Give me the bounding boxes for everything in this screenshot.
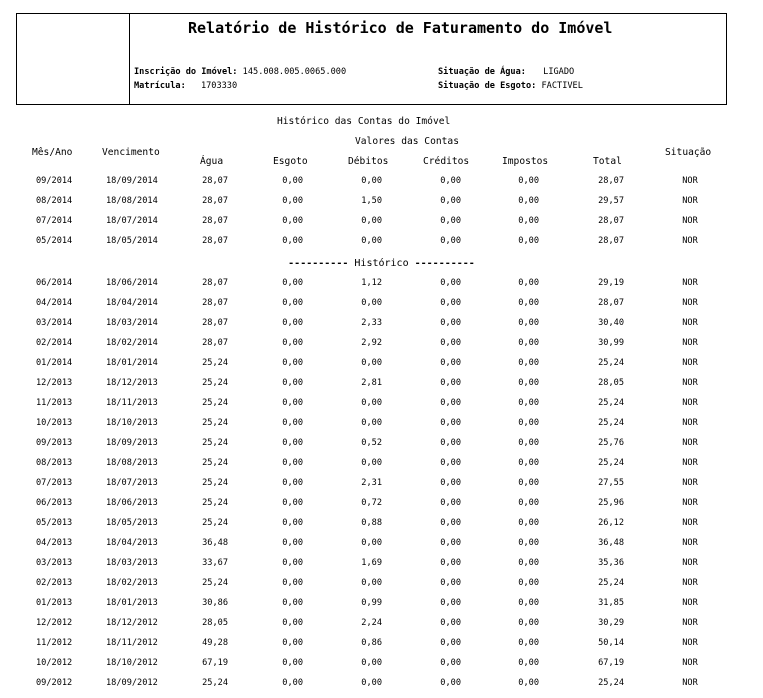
inscricao-value: 145.008.005.0065.000 <box>242 67 347 77</box>
cell-total: 29,57 <box>598 196 624 206</box>
table-row <box>0 398 763 418</box>
cell-impostos: 0,00 <box>518 236 539 246</box>
cell-mes: 10/2012 <box>36 658 73 668</box>
cell-esgoto: 0,00 <box>282 578 303 588</box>
matricula-value: 1703330 <box>200 81 238 91</box>
situacao-esgoto-label: Situação de Esgoto: <box>438 81 537 91</box>
col-header-debitos: Débitos <box>348 156 389 167</box>
cell-mes: 09/2012 <box>36 678 73 688</box>
cell-esgoto: 0,00 <box>282 338 303 348</box>
cell-total: 28,05 <box>598 378 624 388</box>
cell-esgoto: 0,00 <box>282 678 303 688</box>
cell-impostos: 0,00 <box>518 318 539 328</box>
cell-esgoto: 0,00 <box>282 618 303 628</box>
cell-creditos: 0,00 <box>440 318 461 328</box>
cell-creditos: 0,00 <box>440 638 461 648</box>
cell-mes: 08/2014 <box>36 196 73 206</box>
cell-impostos: 0,00 <box>518 398 539 408</box>
table-caption: Histórico das Contas do Imóvel <box>277 116 451 127</box>
cell-esgoto: 0,00 <box>282 378 303 388</box>
cell-total: 35,36 <box>598 558 624 568</box>
cell-mes: 11/2012 <box>36 638 73 648</box>
cell-vencimento: 18/01/2013 <box>106 598 158 608</box>
cell-mes: 03/2014 <box>36 318 73 328</box>
table-row <box>0 538 763 558</box>
cell-vencimento: 18/09/2014 <box>106 176 158 186</box>
cell-creditos: 0,00 <box>440 196 461 206</box>
table-row <box>0 278 763 298</box>
cell-mes: 05/2013 <box>36 518 73 528</box>
cell-vencimento: 18/02/2014 <box>106 338 158 348</box>
cell-impostos: 0,00 <box>518 638 539 648</box>
cell-total: 30,29 <box>598 618 624 628</box>
cell-impostos: 0,00 <box>518 278 539 288</box>
cell-esgoto: 0,00 <box>282 278 303 288</box>
report-title: Relatório de Histórico de Faturamento do Imóvel <box>188 19 613 37</box>
cell-debitos: 0,99 <box>361 598 382 608</box>
table-row <box>0 338 763 358</box>
cell-vencimento: 18/10/2012 <box>106 658 158 668</box>
cell-total: 25,24 <box>598 678 624 688</box>
table-row <box>0 358 763 378</box>
cell-impostos: 0,00 <box>518 538 539 548</box>
cell-mes: 09/2014 <box>36 176 73 186</box>
cell-situacao: NOR <box>682 176 698 186</box>
cell-situacao: NOR <box>682 638 698 648</box>
cell-agua: 28,07 <box>202 176 228 186</box>
table-row <box>0 558 763 578</box>
cell-creditos: 0,00 <box>440 176 461 186</box>
cell-agua: 28,07 <box>202 298 228 308</box>
cell-vencimento: 18/04/2014 <box>106 298 158 308</box>
cell-mes: 10/2013 <box>36 418 73 428</box>
cell-vencimento: 18/08/2013 <box>106 458 158 468</box>
cell-total: 28,07 <box>598 176 624 186</box>
cell-creditos: 0,00 <box>440 338 461 348</box>
cell-total: 28,07 <box>598 236 624 246</box>
cell-agua: 28,07 <box>202 338 228 348</box>
cell-esgoto: 0,00 <box>282 458 303 468</box>
history-divider <box>0 258 763 269</box>
cell-agua: 25,24 <box>202 578 228 588</box>
situacao-agua-label: Situação de Água: <box>438 67 526 77</box>
cell-situacao: NOR <box>682 236 698 246</box>
table-row <box>0 176 763 196</box>
cell-agua: 25,24 <box>202 458 228 468</box>
table-row <box>0 318 763 338</box>
cell-mes: 12/2012 <box>36 618 73 628</box>
values-group-caption: Valores das Contas <box>355 136 459 147</box>
cell-agua: 33,67 <box>202 558 228 568</box>
cell-mes: 01/2013 <box>36 598 73 608</box>
col-header-agua: Água <box>200 156 224 167</box>
cell-total: 28,07 <box>598 216 624 226</box>
table-row <box>0 196 763 216</box>
cell-vencimento: 18/05/2014 <box>106 236 158 246</box>
table-row <box>0 418 763 438</box>
cell-creditos: 0,00 <box>440 558 461 568</box>
cell-agua: 25,24 <box>202 358 228 368</box>
cell-esgoto: 0,00 <box>282 498 303 508</box>
cell-total: 25,24 <box>598 578 624 588</box>
table-row <box>0 618 763 638</box>
cell-impostos: 0,00 <box>518 216 539 226</box>
cell-situacao: NOR <box>682 658 698 668</box>
cell-vencimento: 18/12/2013 <box>106 378 158 388</box>
table-row <box>0 236 763 256</box>
cell-mes: 06/2014 <box>36 278 73 288</box>
cell-agua: 28,07 <box>202 236 228 246</box>
table-row <box>0 216 763 236</box>
cell-situacao: NOR <box>682 678 698 688</box>
cell-debitos: 0,00 <box>361 458 382 468</box>
cell-mes: 02/2014 <box>36 338 73 348</box>
matricula-label: Matrícula: <box>134 81 186 91</box>
cell-vencimento: 18/11/2013 <box>106 398 158 408</box>
cell-esgoto: 0,00 <box>282 558 303 568</box>
col-header-esgoto: Esgoto <box>273 156 308 167</box>
cell-vencimento: 18/10/2013 <box>106 418 158 428</box>
inscricao-line <box>134 67 346 77</box>
cell-impostos: 0,00 <box>518 478 539 488</box>
cell-vencimento: 18/11/2012 <box>106 638 158 648</box>
cell-debitos: 0,00 <box>361 358 382 368</box>
cell-situacao: NOR <box>682 216 698 226</box>
cell-total: 29,19 <box>598 278 624 288</box>
col-header-vencimento: Vencimento <box>102 147 160 158</box>
table-row <box>0 578 763 598</box>
cell-vencimento: 18/07/2014 <box>106 216 158 226</box>
cell-situacao: NOR <box>682 618 698 628</box>
cell-total: 67,19 <box>598 658 624 668</box>
table-row <box>0 658 763 678</box>
cell-impostos: 0,00 <box>518 176 539 186</box>
cell-esgoto: 0,00 <box>282 418 303 428</box>
cell-total: 36,48 <box>598 538 624 548</box>
cell-debitos: 2,92 <box>361 338 382 348</box>
cell-situacao: NOR <box>682 598 698 608</box>
cell-creditos: 0,00 <box>440 498 461 508</box>
cell-mes: 04/2013 <box>36 538 73 548</box>
cell-debitos: 0,00 <box>361 578 382 588</box>
cell-situacao: NOR <box>682 338 698 348</box>
cell-vencimento: 18/08/2014 <box>106 196 158 206</box>
cell-esgoto: 0,00 <box>282 236 303 246</box>
cell-vencimento: 18/02/2013 <box>106 578 158 588</box>
cell-esgoto: 0,00 <box>282 298 303 308</box>
col-header-creditos: Créditos <box>423 156 470 167</box>
cell-creditos: 0,00 <box>440 678 461 688</box>
cell-situacao: NOR <box>682 418 698 428</box>
cell-total: 25,24 <box>598 418 624 428</box>
cell-agua: 67,19 <box>202 658 228 668</box>
situacao-esgoto-line <box>438 81 583 91</box>
cell-mes: 01/2014 <box>36 358 73 368</box>
cell-agua: 28,07 <box>202 318 228 328</box>
cell-debitos: 0,00 <box>361 236 382 246</box>
cell-esgoto: 0,00 <box>282 518 303 528</box>
cell-esgoto: 0,00 <box>282 398 303 408</box>
matricula-line <box>134 81 237 91</box>
cell-situacao: NOR <box>682 538 698 548</box>
cell-vencimento: 18/12/2012 <box>106 618 158 628</box>
cell-esgoto: 0,00 <box>282 358 303 368</box>
cell-creditos: 0,00 <box>440 398 461 408</box>
cell-creditos: 0,00 <box>440 236 461 246</box>
cell-impostos: 0,00 <box>518 298 539 308</box>
cell-agua: 25,24 <box>202 518 228 528</box>
cell-debitos: 0,72 <box>361 498 382 508</box>
table-row <box>0 478 763 498</box>
col-header-total: Total <box>593 156 622 167</box>
cell-debitos: 0,00 <box>361 418 382 428</box>
cell-impostos: 0,00 <box>518 558 539 568</box>
cell-mes: 09/2013 <box>36 438 73 448</box>
cell-impostos: 0,00 <box>518 438 539 448</box>
cell-creditos: 0,00 <box>440 578 461 588</box>
cell-creditos: 0,00 <box>440 378 461 388</box>
situacao-agua-line <box>438 67 574 77</box>
cell-total: 31,85 <box>598 598 624 608</box>
cell-debitos: 0,00 <box>361 216 382 226</box>
cell-esgoto: 0,00 <box>282 196 303 206</box>
cell-vencimento: 18/03/2014 <box>106 318 158 328</box>
cell-total: 25,24 <box>598 398 624 408</box>
cell-impostos: 0,00 <box>518 338 539 348</box>
cell-creditos: 0,00 <box>440 298 461 308</box>
cell-debitos: 0,00 <box>361 538 382 548</box>
cell-mes: 06/2013 <box>36 498 73 508</box>
cell-total: 27,55 <box>598 478 624 488</box>
cell-agua: 25,24 <box>202 418 228 428</box>
cell-creditos: 0,00 <box>440 216 461 226</box>
cell-impostos: 0,00 <box>518 418 539 428</box>
cell-situacao: NOR <box>682 478 698 488</box>
cell-debitos: 0,52 <box>361 438 382 448</box>
col-header-impostos: Impostos <box>502 156 549 167</box>
cell-total: 30,40 <box>598 318 624 328</box>
cell-situacao: NOR <box>682 278 698 288</box>
cell-impostos: 0,00 <box>518 458 539 468</box>
cell-vencimento: 18/07/2013 <box>106 478 158 488</box>
cell-vencimento: 18/01/2014 <box>106 358 158 368</box>
cell-mes: 03/2013 <box>36 558 73 568</box>
table-row <box>0 498 763 518</box>
history-label: Histórico <box>354 258 409 269</box>
cell-impostos: 0,00 <box>518 658 539 668</box>
cell-total: 25,24 <box>598 458 624 468</box>
cell-situacao: NOR <box>682 358 698 368</box>
cell-situacao: NOR <box>682 458 698 468</box>
col-header-situacao: Situação <box>665 147 712 158</box>
cell-total: 25,24 <box>598 358 624 368</box>
cell-situacao: NOR <box>682 578 698 588</box>
history-dashes-right: ---------- <box>414 258 475 269</box>
cell-total: 26,12 <box>598 518 624 528</box>
col-header-mes: Mês/Ano <box>32 147 73 158</box>
cell-impostos: 0,00 <box>518 378 539 388</box>
cell-esgoto: 0,00 <box>282 438 303 448</box>
table-row <box>0 638 763 658</box>
cell-debitos: 0,00 <box>361 176 382 186</box>
cell-mes: 04/2014 <box>36 298 73 308</box>
cell-creditos: 0,00 <box>440 518 461 528</box>
cell-creditos: 0,00 <box>440 538 461 548</box>
cell-mes: 07/2013 <box>36 478 73 488</box>
table-row <box>0 378 763 398</box>
cell-impostos: 0,00 <box>518 518 539 528</box>
cell-agua: 49,28 <box>202 638 228 648</box>
cell-agua: 25,24 <box>202 378 228 388</box>
cell-agua: 25,24 <box>202 478 228 488</box>
cell-situacao: NOR <box>682 398 698 408</box>
cell-situacao: NOR <box>682 438 698 448</box>
cell-debitos: 2,31 <box>361 478 382 488</box>
cell-impostos: 0,00 <box>518 678 539 688</box>
cell-debitos: 1,50 <box>361 196 382 206</box>
cell-impostos: 0,00 <box>518 358 539 368</box>
cell-creditos: 0,00 <box>440 438 461 448</box>
cell-debitos: 0,00 <box>361 678 382 688</box>
cell-situacao: NOR <box>682 518 698 528</box>
cell-debitos: 0,88 <box>361 518 382 528</box>
cell-debitos: 2,33 <box>361 318 382 328</box>
cell-total: 50,14 <box>598 638 624 648</box>
cell-vencimento: 18/06/2014 <box>106 278 158 288</box>
cell-total: 25,96 <box>598 498 624 508</box>
cell-creditos: 0,00 <box>440 658 461 668</box>
cell-agua: 28,07 <box>202 278 228 288</box>
cell-debitos: 0,86 <box>361 638 382 648</box>
cell-impostos: 0,00 <box>518 618 539 628</box>
cell-esgoto: 0,00 <box>282 638 303 648</box>
cell-vencimento: 18/05/2013 <box>106 518 158 528</box>
cell-vencimento: 18/09/2013 <box>106 438 158 448</box>
cell-situacao: NOR <box>682 498 698 508</box>
cell-esgoto: 0,00 <box>282 176 303 186</box>
cell-impostos: 0,00 <box>518 598 539 608</box>
cell-situacao: NOR <box>682 558 698 568</box>
cell-mes: 11/2013 <box>36 398 73 408</box>
cell-esgoto: 0,00 <box>282 318 303 328</box>
cell-mes: 05/2014 <box>36 236 73 246</box>
cell-mes: 12/2013 <box>36 378 73 388</box>
header-divider <box>129 14 130 104</box>
cell-impostos: 0,00 <box>518 196 539 206</box>
cell-situacao: NOR <box>682 196 698 206</box>
history-dashes-left: ---------- <box>288 258 349 269</box>
situacao-agua-value: LIGADO <box>543 67 575 77</box>
cell-mes: 08/2013 <box>36 458 73 468</box>
cell-creditos: 0,00 <box>440 598 461 608</box>
cell-esgoto: 0,00 <box>282 216 303 226</box>
cell-vencimento: 18/06/2013 <box>106 498 158 508</box>
cell-total: 25,76 <box>598 438 624 448</box>
cell-situacao: NOR <box>682 378 698 388</box>
cell-agua: 30,86 <box>202 598 228 608</box>
cell-creditos: 0,00 <box>440 278 461 288</box>
cell-agua: 25,24 <box>202 678 228 688</box>
cell-impostos: 0,00 <box>518 498 539 508</box>
cell-total: 30,99 <box>598 338 624 348</box>
cell-debitos: 0,00 <box>361 398 382 408</box>
cell-mes: 02/2013 <box>36 578 73 588</box>
cell-agua: 36,48 <box>202 538 228 548</box>
cell-esgoto: 0,00 <box>282 598 303 608</box>
cell-creditos: 0,00 <box>440 478 461 488</box>
cell-creditos: 0,00 <box>440 618 461 628</box>
table-row <box>0 598 763 618</box>
cell-esgoto: 0,00 <box>282 538 303 548</box>
cell-creditos: 0,00 <box>440 358 461 368</box>
cell-agua: 28,05 <box>202 618 228 628</box>
cell-creditos: 0,00 <box>440 418 461 428</box>
cell-situacao: NOR <box>682 318 698 328</box>
cell-debitos: 0,00 <box>361 298 382 308</box>
cell-debitos: 0,00 <box>361 658 382 668</box>
table-row <box>0 678 763 698</box>
cell-agua: 25,24 <box>202 398 228 408</box>
cell-vencimento: 18/03/2013 <box>106 558 158 568</box>
cell-debitos: 1,12 <box>361 278 382 288</box>
table-row <box>0 458 763 478</box>
cell-vencimento: 18/04/2013 <box>106 538 158 548</box>
situacao-esgoto-value: FACTIVEL <box>541 81 583 91</box>
cell-impostos: 0,00 <box>518 578 539 588</box>
table-row <box>0 298 763 318</box>
inscricao-label: Inscrição do Imóvel: <box>134 67 238 77</box>
cell-creditos: 0,00 <box>440 458 461 468</box>
table-row <box>0 518 763 538</box>
cell-agua: 25,24 <box>202 498 228 508</box>
table-row <box>0 438 763 458</box>
cell-agua: 28,07 <box>202 216 228 226</box>
cell-agua: 25,24 <box>202 438 228 448</box>
cell-mes: 07/2014 <box>36 216 73 226</box>
cell-esgoto: 0,00 <box>282 658 303 668</box>
cell-debitos: 2,81 <box>361 378 382 388</box>
cell-total: 28,07 <box>598 298 624 308</box>
cell-agua: 28,07 <box>202 196 228 206</box>
cell-vencimento: 18/09/2012 <box>106 678 158 688</box>
cell-debitos: 2,24 <box>361 618 382 628</box>
cell-situacao: NOR <box>682 298 698 308</box>
cell-debitos: 1,69 <box>361 558 382 568</box>
cell-esgoto: 0,00 <box>282 478 303 488</box>
